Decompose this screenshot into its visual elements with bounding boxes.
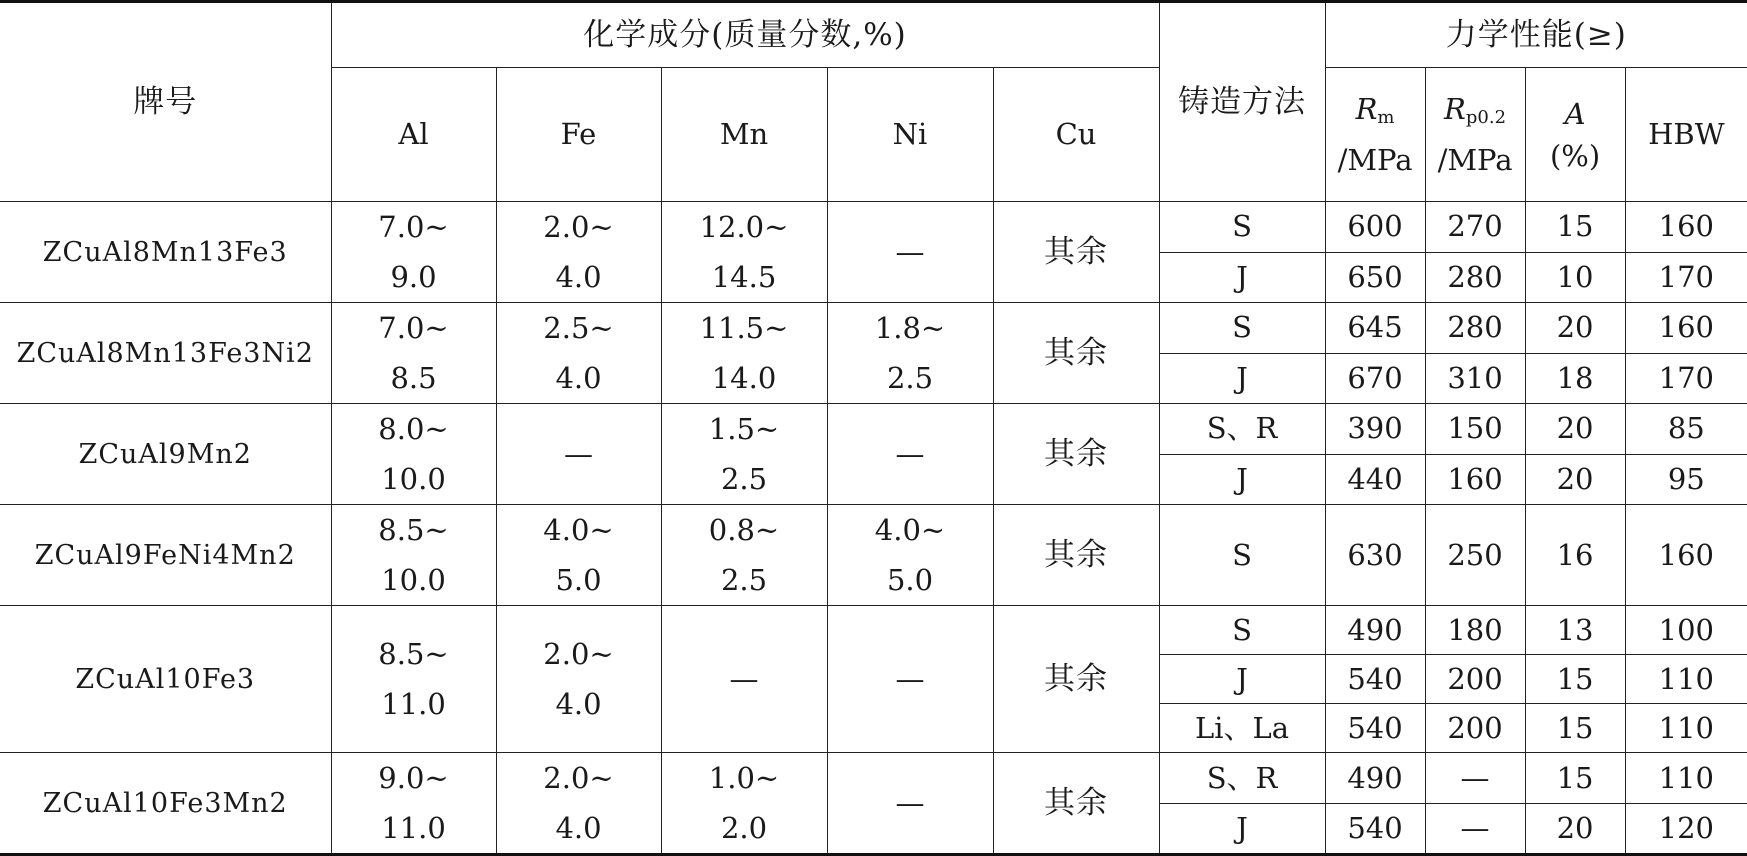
fe-cell-line: — bbox=[564, 437, 593, 471]
elongation-cell: 15 bbox=[1525, 753, 1625, 804]
cu-cell: 其余 bbox=[993, 505, 1159, 606]
mn-cell-line: 14.0 bbox=[711, 361, 777, 395]
al-cell-line: 9.0 bbox=[390, 260, 437, 294]
mn-cell-line: — bbox=[729, 662, 759, 696]
elongation-cell: 18 bbox=[1525, 353, 1625, 404]
hbw-cell: 85 bbox=[1625, 404, 1747, 455]
fe-cell-line: 2.0~ bbox=[543, 761, 614, 795]
fe-cell-line: 4.0~ bbox=[543, 513, 614, 547]
fe-cell-line: 2.0~ bbox=[543, 210, 614, 244]
mn-cell bbox=[661, 505, 827, 606]
rp-cell: — bbox=[1425, 753, 1525, 804]
casting-method-cell: S bbox=[1159, 606, 1325, 655]
rp-cell: 150 bbox=[1425, 404, 1525, 455]
rp-cell: 280 bbox=[1425, 303, 1525, 354]
rp-cell: 310 bbox=[1425, 353, 1525, 404]
grade-cell: ZCuAl8Mn13Fe3Ni2 bbox=[0, 303, 331, 404]
al-cell-line: 8.5~ bbox=[378, 637, 449, 671]
rp-cell: — bbox=[1425, 804, 1525, 855]
table-row bbox=[0, 505, 1747, 606]
casting-method-cell: J bbox=[1159, 655, 1325, 704]
fe-cell-line: 4.0 bbox=[555, 811, 602, 845]
elongation-cell: 20 bbox=[1525, 454, 1625, 505]
al-cell-line: 8.0~ bbox=[378, 412, 449, 446]
header-rm-sub: m bbox=[1377, 107, 1395, 128]
header-a bbox=[1525, 68, 1625, 202]
rm-cell: 540 bbox=[1325, 704, 1425, 753]
rp-cell: 200 bbox=[1425, 655, 1525, 704]
mn-cell bbox=[661, 606, 827, 753]
rp-cell: 280 bbox=[1425, 252, 1525, 303]
al-cell bbox=[331, 303, 496, 404]
hbw-cell: 95 bbox=[1625, 454, 1747, 505]
casting-method-cell: S bbox=[1159, 303, 1325, 354]
hbw-cell: 160 bbox=[1625, 505, 1747, 606]
header-rp-symbol: R bbox=[1444, 92, 1466, 126]
header-composition: 化学成分(质量分数,%) bbox=[331, 2, 1159, 68]
al-cell bbox=[331, 505, 496, 606]
cu-cell: 其余 bbox=[993, 753, 1159, 855]
fe-cell-line: 4.0 bbox=[555, 687, 602, 721]
fe-cell bbox=[496, 404, 661, 505]
table-row bbox=[0, 606, 1747, 655]
mn-cell bbox=[661, 404, 827, 505]
ni-cell bbox=[827, 404, 993, 505]
table-body bbox=[0, 202, 1747, 855]
grade-cell: ZCuAl8Mn13Fe3 bbox=[0, 202, 331, 303]
rp-cell: 270 bbox=[1425, 202, 1525, 253]
header-element-cu: Cu bbox=[993, 68, 1159, 202]
rp-cell: 250 bbox=[1425, 505, 1525, 606]
hbw-cell: 110 bbox=[1625, 704, 1747, 753]
table-row bbox=[0, 753, 1747, 804]
mn-cell-line: 1.5~ bbox=[708, 412, 780, 446]
cu-cell: 其余 bbox=[993, 303, 1159, 404]
ni-cell-line: — bbox=[895, 235, 925, 269]
fe-cell-line: 5.0 bbox=[555, 563, 602, 597]
casting-method-cell: Li、La bbox=[1159, 704, 1325, 753]
fe-cell-line: 2.5~ bbox=[543, 311, 614, 345]
hbw-cell: 160 bbox=[1625, 303, 1747, 354]
header-a-symbol: A bbox=[1564, 96, 1586, 131]
header-grade: 牌号 bbox=[0, 2, 331, 202]
header-rp bbox=[1425, 68, 1525, 202]
al-cell-line: 7.0~ bbox=[378, 210, 449, 244]
rm-cell: 630 bbox=[1325, 505, 1425, 606]
ni-cell bbox=[827, 303, 993, 404]
elongation-cell: 20 bbox=[1525, 404, 1625, 455]
rm-cell: 645 bbox=[1325, 303, 1425, 354]
grade-cell: ZCuAl9FeNi4Mn2 bbox=[0, 505, 331, 606]
rm-cell: 670 bbox=[1325, 353, 1425, 404]
mn-cell bbox=[661, 303, 827, 404]
hbw-cell: 160 bbox=[1625, 202, 1747, 253]
hbw-cell: 170 bbox=[1625, 252, 1747, 303]
header-casting-method: 铸造方法 bbox=[1159, 2, 1325, 202]
al-cell-line: 10.0 bbox=[381, 462, 446, 496]
rm-cell: 650 bbox=[1325, 252, 1425, 303]
fe-cell bbox=[496, 303, 661, 404]
header-row-1 bbox=[0, 2, 1747, 68]
casting-method-cell: J bbox=[1159, 353, 1325, 404]
rm-cell: 600 bbox=[1325, 202, 1425, 253]
al-cell-line: 7.0~ bbox=[378, 311, 449, 345]
header-rp-unit: /MPa bbox=[1437, 143, 1513, 177]
rp-cell: 180 bbox=[1425, 606, 1525, 655]
cu-cell: 其余 bbox=[993, 606, 1159, 753]
rm-cell: 440 bbox=[1325, 454, 1425, 505]
mn-cell bbox=[661, 753, 827, 855]
header-element-fe: Fe bbox=[496, 68, 661, 202]
fe-cell bbox=[496, 202, 661, 303]
table-row bbox=[0, 404, 1747, 455]
fe-cell-line: 4.0 bbox=[555, 260, 602, 294]
header-a-unit: (%) bbox=[1549, 138, 1601, 173]
casting-method-cell: S bbox=[1159, 505, 1325, 606]
header-hbw: HBW bbox=[1625, 68, 1747, 202]
rm-cell: 540 bbox=[1325, 655, 1425, 704]
al-cell-line: 11.0 bbox=[381, 811, 446, 845]
casting-method-cell: J bbox=[1159, 454, 1325, 505]
fe-cell-line: 4.0 bbox=[555, 361, 602, 395]
elongation-cell: 20 bbox=[1525, 804, 1625, 855]
rm-cell: 390 bbox=[1325, 404, 1425, 455]
mn-cell-line: 2.5 bbox=[720, 563, 768, 597]
al-cell-line: 8.5 bbox=[390, 361, 437, 395]
elongation-cell: 15 bbox=[1525, 655, 1625, 704]
mn-cell-line: 1.0~ bbox=[708, 761, 780, 795]
hbw-cell: 120 bbox=[1625, 804, 1747, 855]
rm-cell: 490 bbox=[1325, 753, 1425, 804]
casting-method-cell: J bbox=[1159, 804, 1325, 855]
mn-cell-line: 12.0~ bbox=[699, 210, 789, 244]
casting-method-cell: S bbox=[1159, 202, 1325, 253]
mn-cell-line: 2.5 bbox=[720, 462, 768, 496]
ni-cell bbox=[827, 606, 993, 753]
elongation-cell: 13 bbox=[1525, 606, 1625, 655]
al-cell-line: 9.0~ bbox=[378, 761, 449, 795]
fe-cell bbox=[496, 505, 661, 606]
rp-cell: 160 bbox=[1425, 454, 1525, 505]
grade-cell: ZCuAl9Mn2 bbox=[0, 404, 331, 505]
hbw-cell: 100 bbox=[1625, 606, 1747, 655]
header-mechanical: 力学性能(≥) bbox=[1325, 2, 1747, 68]
al-cell bbox=[331, 404, 496, 505]
elongation-cell: 16 bbox=[1525, 505, 1625, 606]
table-row bbox=[0, 202, 1747, 253]
hbw-cell: 110 bbox=[1625, 655, 1747, 704]
elongation-cell: 15 bbox=[1525, 202, 1625, 253]
header-rm bbox=[1325, 68, 1425, 202]
header-element-al: Al bbox=[331, 68, 496, 202]
grade-cell: ZCuAl10Fe3 bbox=[0, 606, 331, 753]
ni-cell-line: — bbox=[895, 786, 925, 820]
elongation-cell: 10 bbox=[1525, 252, 1625, 303]
casting-method-cell: S、R bbox=[1159, 753, 1325, 804]
fe-cell bbox=[496, 753, 661, 855]
rm-cell: 540 bbox=[1325, 804, 1425, 855]
ni-cell bbox=[827, 202, 993, 303]
elongation-cell: 20 bbox=[1525, 303, 1625, 354]
rp-cell: 200 bbox=[1425, 704, 1525, 753]
casting-method-cell: S、R bbox=[1159, 404, 1325, 455]
ni-cell-line: 2.5 bbox=[886, 361, 934, 395]
hbw-cell: 110 bbox=[1625, 753, 1747, 804]
al-cell bbox=[331, 606, 496, 753]
mn-cell-line: 0.8~ bbox=[708, 513, 780, 547]
mn-cell-line: 11.5~ bbox=[699, 311, 789, 345]
al-cell bbox=[331, 202, 496, 303]
mn-cell-line: 14.5 bbox=[711, 260, 777, 294]
header-element-mn: Mn bbox=[661, 68, 827, 202]
mn-cell-line: 2.0 bbox=[720, 811, 768, 845]
ni-cell-line: 5.0 bbox=[886, 563, 934, 597]
fe-cell bbox=[496, 606, 661, 753]
ni-cell bbox=[827, 753, 993, 855]
grade-cell: ZCuAl10Fe3Mn2 bbox=[0, 753, 331, 855]
cu-cell: 其余 bbox=[993, 202, 1159, 303]
al-cell-line: 11.0 bbox=[381, 687, 446, 721]
header-element-ni: Ni bbox=[827, 68, 993, 202]
al-cell-line: 10.0 bbox=[381, 563, 446, 597]
ni-cell-line: — bbox=[895, 437, 925, 471]
cu-cell: 其余 bbox=[993, 404, 1159, 505]
header-rm-unit: /MPa bbox=[1337, 143, 1413, 177]
header-rm-symbol: R bbox=[1355, 92, 1378, 126]
hbw-cell: 170 bbox=[1625, 353, 1747, 404]
casting-method-cell: J bbox=[1159, 252, 1325, 303]
mn-cell bbox=[661, 202, 827, 303]
table-row bbox=[0, 303, 1747, 354]
ni-cell-line: 4.0~ bbox=[874, 513, 946, 547]
fe-cell-line: 2.0~ bbox=[543, 637, 614, 671]
ni-cell bbox=[827, 505, 993, 606]
rm-cell: 490 bbox=[1325, 606, 1425, 655]
al-cell-line: 8.5~ bbox=[378, 513, 449, 547]
elongation-cell: 15 bbox=[1525, 704, 1625, 753]
ni-cell-line: — bbox=[895, 662, 925, 696]
header-rp-sub: p0.2 bbox=[1465, 107, 1507, 128]
al-cell bbox=[331, 753, 496, 855]
ni-cell-line: 1.8~ bbox=[874, 311, 946, 345]
